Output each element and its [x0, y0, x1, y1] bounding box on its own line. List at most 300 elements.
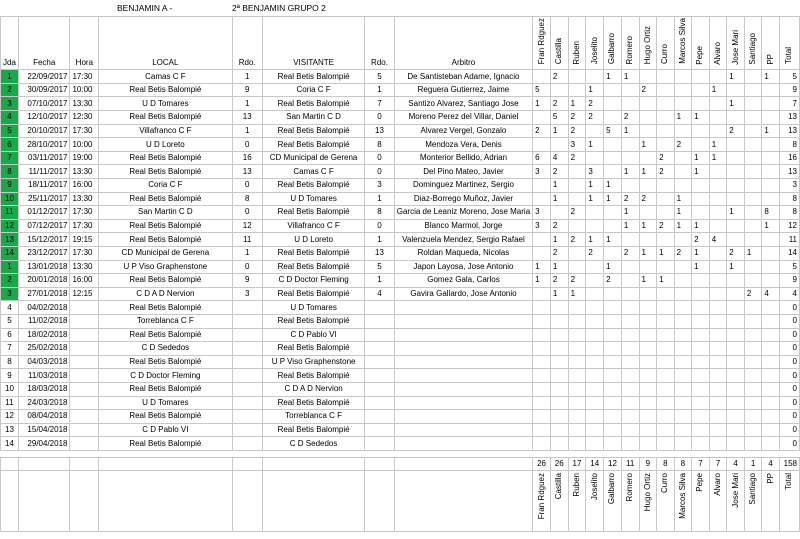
time-cell [70, 382, 99, 396]
goals-cell: 1 [639, 274, 657, 288]
header-row [1, 17, 800, 70]
time-cell: 13:30 [70, 97, 99, 111]
goals-cell [586, 437, 604, 451]
empty-cell [99, 470, 232, 531]
spacer-cell [70, 450, 99, 457]
goals-cell [727, 287, 745, 301]
goals-cell [709, 246, 727, 260]
time-cell: 17:30 [70, 206, 99, 220]
row-total-cell: 0 [779, 314, 799, 328]
goals-cell [568, 342, 586, 356]
home-score-cell: 1 [232, 246, 262, 260]
player-total-cell: 11 [621, 457, 639, 470]
player-name: Romero [625, 35, 635, 65]
goals-cell [762, 97, 780, 111]
home-score-cell [232, 314, 262, 328]
goals-cell [762, 301, 780, 315]
match-row [1, 355, 800, 369]
goals-cell [568, 396, 586, 410]
goals-cell [692, 396, 710, 410]
away-team-cell: Real Betis Balompié [262, 70, 364, 84]
goals-cell: 5 [604, 124, 622, 138]
goals-cell [639, 328, 657, 342]
goals-cell [550, 206, 568, 220]
goals-cell [744, 314, 762, 328]
empty-cell [1, 457, 19, 470]
goals-cell [586, 206, 604, 220]
goals-cell: 1 [744, 246, 762, 260]
goals-cell [639, 233, 657, 247]
player-total-cell: 4 [727, 457, 745, 470]
player-total-cell: 26 [550, 457, 568, 470]
home-score-cell: 16 [232, 151, 262, 165]
goals-cell: 4 [709, 233, 727, 247]
jornada-cell: 1 [1, 70, 19, 84]
match-row [1, 151, 800, 165]
jornada-cell: 14 [1, 246, 19, 260]
goals-cell [692, 274, 710, 288]
header-player [621, 17, 639, 70]
away-team-cell: C D Doctor Fleming [262, 274, 364, 288]
away-team-cell: Real Betis Balompié [262, 287, 364, 301]
goals-cell: 2 [674, 246, 692, 260]
goals-cell [657, 179, 675, 193]
goals-cell [604, 342, 622, 356]
match-row [1, 83, 800, 97]
home-score-cell [232, 423, 262, 437]
home-score-cell: 13 [232, 111, 262, 125]
player-name: Pepe [695, 472, 705, 492]
row-total-cell: 0 [779, 396, 799, 410]
date-cell: 07/12/2017 [18, 219, 70, 233]
date-cell: 23/12/2017 [18, 246, 70, 260]
goals-cell: 2 [586, 111, 604, 125]
player-total-cell: 12 [604, 457, 622, 470]
footer-total [779, 470, 799, 531]
spacer-cell [262, 450, 364, 457]
goals-cell: 1 [674, 206, 692, 220]
goals-cell [657, 124, 675, 138]
goals-cell [621, 151, 639, 165]
footer-player [762, 470, 780, 531]
away-team-cell: U D Loreto [262, 233, 364, 247]
away-score-cell [365, 423, 394, 437]
goals-cell: 2 [692, 233, 710, 247]
goals-cell [709, 260, 727, 274]
goals-cell: 1 [657, 274, 675, 288]
goals-cell [604, 301, 622, 315]
goals-cell [586, 301, 604, 315]
goals-cell: 4 [550, 151, 568, 165]
jornada-cell: 6 [1, 328, 19, 342]
date-cell: 15/12/2017 [18, 233, 70, 247]
row-total-cell: 9 [779, 274, 799, 288]
goals-cell [709, 355, 727, 369]
home-team-cell: Real Betis Balompié [99, 274, 232, 288]
goals-cell: 1 [674, 219, 692, 233]
goals-cell [727, 179, 745, 193]
goals-cell [621, 369, 639, 383]
home-team-cell: Real Betis Balompié [99, 410, 232, 424]
match-row [1, 219, 800, 233]
goals-cell: 1 [550, 124, 568, 138]
goals-cell [550, 423, 568, 437]
goals-cell [586, 151, 604, 165]
header-player [692, 17, 710, 70]
goals-cell [674, 314, 692, 328]
goals-cell [533, 179, 551, 193]
goals-cell [744, 423, 762, 437]
goals-cell [586, 287, 604, 301]
player-name: Curro [660, 44, 670, 65]
goals-cell [762, 233, 780, 247]
referee-cell: Mendoza Vera, Denis [394, 138, 532, 152]
goals-cell [692, 342, 710, 356]
goals-cell [762, 165, 780, 179]
goals-cell [604, 382, 622, 396]
home-team-cell: Real Betis Balompié [99, 355, 232, 369]
goals-cell [586, 70, 604, 84]
player-total-cell: 4 [762, 457, 780, 470]
header-fecha: Fecha [18, 17, 70, 70]
goals-cell [762, 437, 780, 451]
goals-cell: 2 [674, 138, 692, 152]
away-score-cell: 1 [365, 83, 394, 97]
goals-cell [639, 124, 657, 138]
goals-cell: 1 [568, 287, 586, 301]
goals-cell [692, 97, 710, 111]
row-total-cell: 0 [779, 437, 799, 451]
jornada-cell: 3 [1, 97, 19, 111]
time-cell [70, 301, 99, 315]
goals-cell [550, 437, 568, 451]
goals-cell [639, 355, 657, 369]
goals-cell [744, 124, 762, 138]
referee-cell: Santizo Alvarez, Santiago Jose [394, 97, 532, 111]
goals-cell [657, 342, 675, 356]
away-team-cell: C D Sededos [262, 437, 364, 451]
goals-cell [762, 83, 780, 97]
date-cell: 01/12/2017 [18, 206, 70, 220]
player-name: Castilla [554, 38, 564, 65]
goals-cell [692, 382, 710, 396]
goals-cell [621, 328, 639, 342]
goals-cell: 2 [533, 124, 551, 138]
away-team-cell: U P Viso Graphenstone [262, 355, 364, 369]
goals-cell [568, 83, 586, 97]
match-row [1, 111, 800, 125]
player-name: PP [765, 472, 775, 484]
goals-cell [586, 382, 604, 396]
match-row [1, 206, 800, 220]
goals-cell: 1 [709, 151, 727, 165]
goals-cell: 1 [692, 151, 710, 165]
away-team-cell: Real Betis Balompié [262, 246, 364, 260]
home-score-cell: 11 [232, 233, 262, 247]
goals-cell [762, 314, 780, 328]
goals-cell [709, 97, 727, 111]
goals-cell: 1 [586, 138, 604, 152]
goals-cell [709, 328, 727, 342]
footer-player [692, 470, 710, 531]
goals-cell [568, 260, 586, 274]
goals-cell [657, 192, 675, 206]
goals-cell [692, 206, 710, 220]
goals-cell [604, 83, 622, 97]
time-cell: 17:30 [70, 246, 99, 260]
goals-cell [621, 83, 639, 97]
goals-cell [762, 382, 780, 396]
match-row [1, 179, 800, 193]
match-row [1, 396, 800, 410]
goals-cell [586, 342, 604, 356]
goals-cell [709, 192, 727, 206]
goals-cell [533, 382, 551, 396]
goals-cell [657, 138, 675, 152]
home-score-cell: 1 [232, 97, 262, 111]
goals-cell: 2 [568, 233, 586, 247]
home-score-cell: 0 [232, 138, 262, 152]
team-title: BENJAMIN A - [117, 3, 173, 13]
row-total-cell: 0 [779, 382, 799, 396]
home-team-cell: Real Betis Balompié [99, 83, 232, 97]
away-team-cell: Real Betis Balompié [262, 138, 364, 152]
goals-cell [709, 301, 727, 315]
time-cell: 13:30 [70, 260, 99, 274]
time-cell [70, 369, 99, 383]
goals-cell [533, 233, 551, 247]
match-row [1, 314, 800, 328]
goals-cell: 1 [692, 246, 710, 260]
goals-cell [657, 206, 675, 220]
away-team-cell: Real Betis Balompié [262, 369, 364, 383]
goals-cell [586, 369, 604, 383]
away-team-cell: Real Betis Balompié [262, 97, 364, 111]
away-score-cell [365, 301, 394, 315]
referee-cell [394, 437, 532, 451]
home-team-cell: San Martin C D [99, 206, 232, 220]
away-score-cell [365, 328, 394, 342]
referee-cell: Reguera Gutierrez, Jaime [394, 83, 532, 97]
home-team-cell: Real Betis Balompié [99, 382, 232, 396]
goals-cell [657, 328, 675, 342]
date-cell: 11/02/2018 [18, 314, 70, 328]
goals-cell [604, 314, 622, 328]
date-cell: 15/04/2018 [18, 423, 70, 437]
goals-cell [674, 301, 692, 315]
goals-cell: 1 [639, 246, 657, 260]
goals-cell [639, 70, 657, 84]
goals-cell: 1 [550, 192, 568, 206]
goals-cell [586, 260, 604, 274]
goals-cell [621, 355, 639, 369]
goals-cell [727, 423, 745, 437]
goals-cell: 2 [621, 246, 639, 260]
goals-cell [674, 355, 692, 369]
header-player [744, 17, 762, 70]
goals-cell [533, 192, 551, 206]
goals-cell [639, 287, 657, 301]
player-name: Santiago [748, 32, 758, 65]
goals-cell: 2 [586, 246, 604, 260]
goals-cell [550, 301, 568, 315]
goals-cell: 1 [621, 124, 639, 138]
goals-cell: 2 [744, 287, 762, 301]
time-cell [70, 410, 99, 424]
referee-cell [394, 342, 532, 356]
goals-cell: 2 [550, 97, 568, 111]
goals-cell: 2 [657, 165, 675, 179]
goals-cell [657, 437, 675, 451]
player-name: Fran Rdguez [536, 472, 546, 520]
goals-cell: 2 [568, 124, 586, 138]
goals-cell [533, 287, 551, 301]
row-total-cell: 0 [779, 301, 799, 315]
goals-cell [744, 219, 762, 233]
totals-row [1, 457, 800, 470]
goals-cell: 1 [604, 260, 622, 274]
match-row [1, 97, 800, 111]
goals-cell [744, 369, 762, 383]
goals-cell [550, 314, 568, 328]
goals-cell [639, 179, 657, 193]
away-team-cell: Real Betis Balompié [262, 396, 364, 410]
row-total-cell: 5 [779, 260, 799, 274]
goals-cell [744, 396, 762, 410]
referee-cell: Moreno Perez del Villar, Daniel [394, 111, 532, 125]
away-team-cell: Coria C F [262, 83, 364, 97]
goals-cell [568, 165, 586, 179]
home-team-cell: C D Sededos [99, 342, 232, 356]
goals-cell [674, 274, 692, 288]
goals-cell [621, 396, 639, 410]
player-name: Ruben [571, 472, 581, 497]
goals-cell [657, 423, 675, 437]
goals-cell [533, 410, 551, 424]
home-score-cell: 1 [232, 124, 262, 138]
spacer-cell [394, 450, 532, 457]
away-score-cell: 13 [365, 124, 394, 138]
goals-cell: 6 [533, 151, 551, 165]
home-team-cell: Real Betis Balompié [99, 219, 232, 233]
goals-cell: 1 [692, 260, 710, 274]
footer-player [568, 470, 586, 531]
goals-cell [657, 301, 675, 315]
date-cell: 30/09/2017 [18, 83, 70, 97]
player-name: Ruben [571, 40, 581, 65]
away-score-cell: 0 [365, 219, 394, 233]
goals-cell: 1 [639, 165, 657, 179]
away-team-cell: Torreblanca C F [262, 410, 364, 424]
away-score-cell: 0 [365, 151, 394, 165]
home-score-cell: 12 [232, 219, 262, 233]
player-total-cell: 7 [692, 457, 710, 470]
away-team-cell: Real Betis Balompié [262, 342, 364, 356]
goals-cell: 2 [568, 274, 586, 288]
referee-cell [394, 328, 532, 342]
referee-cell: Alvarez Vergel, Gonzalo [394, 124, 532, 138]
sheet-title-bar [0, 0, 800, 16]
header-player [550, 17, 568, 70]
goals-cell [568, 70, 586, 84]
jornada-cell: 12 [1, 410, 19, 424]
footer-player [674, 470, 692, 531]
goals-cell: 3 [568, 138, 586, 152]
footer-player [657, 470, 675, 531]
footer-player [604, 470, 622, 531]
goals-cell: 1 [586, 83, 604, 97]
match-row [1, 260, 800, 274]
goals-cell: 2 [550, 246, 568, 260]
goals-cell [550, 382, 568, 396]
home-score-cell: 13 [232, 165, 262, 179]
goals-cell [727, 233, 745, 247]
match-row [1, 124, 800, 138]
goals-cell [762, 260, 780, 274]
goals-cell [550, 396, 568, 410]
goals-cell: 1 [550, 287, 568, 301]
match-row [1, 192, 800, 206]
goals-cell [604, 246, 622, 260]
away-score-cell [365, 382, 394, 396]
goals-cell [586, 355, 604, 369]
goals-cell: 1 [692, 165, 710, 179]
row-total-cell: 7 [779, 97, 799, 111]
away-score-cell: 0 [365, 111, 394, 125]
jornada-cell: 14 [1, 437, 19, 451]
goals-cell [639, 206, 657, 220]
spacer-cell [533, 450, 551, 457]
home-score-cell [232, 410, 262, 424]
jornada-cell: 8 [1, 165, 19, 179]
goals-cell [639, 111, 657, 125]
goals-cell [533, 301, 551, 315]
away-team-cell: Real Betis Balompié [262, 179, 364, 193]
home-team-cell: Camas C F [99, 70, 232, 84]
goals-cell: 2 [550, 70, 568, 84]
goals-cell [533, 328, 551, 342]
goals-cell [744, 192, 762, 206]
date-cell: 29/04/2018 [18, 437, 70, 451]
home-team-cell: Real Betis Balompié [99, 111, 232, 125]
goals-cell: 5 [533, 83, 551, 97]
total-label: Total [784, 47, 794, 65]
goals-cell [568, 179, 586, 193]
player-name: Jose Mari [730, 29, 740, 65]
date-cell: 13/01/2018 [18, 260, 70, 274]
referee-cell: Garcia de Leaniz Moreno, Jose Maria [394, 206, 532, 220]
header-player [762, 17, 780, 70]
goals-cell [550, 369, 568, 383]
goals-cell: 3 [533, 165, 551, 179]
spacer-cell [232, 450, 262, 457]
goals-cell [674, 124, 692, 138]
jornada-cell: 13 [1, 423, 19, 437]
jornada-cell: 2 [1, 83, 19, 97]
date-cell: 18/02/2018 [18, 328, 70, 342]
referee-cell [394, 301, 532, 315]
jornada-cell: 7 [1, 151, 19, 165]
time-cell [70, 355, 99, 369]
referee-cell: Gomez Gala, Carlos [394, 274, 532, 288]
goals-cell [674, 437, 692, 451]
goals-cell [586, 124, 604, 138]
away-team-cell: Real Betis Balompié [262, 260, 364, 274]
goals-cell: 1 [568, 97, 586, 111]
goals-cell [674, 369, 692, 383]
goals-cell [604, 423, 622, 437]
goals-cell: 1 [727, 70, 745, 84]
